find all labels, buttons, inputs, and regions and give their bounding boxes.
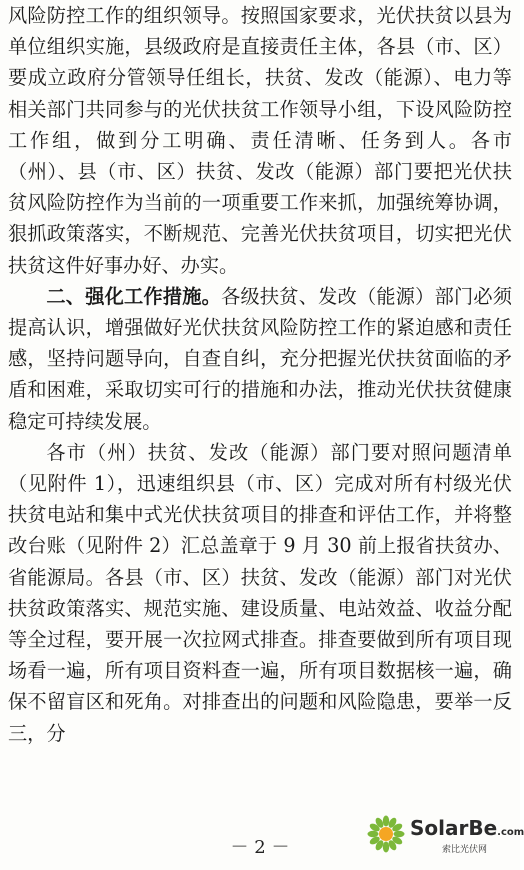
paragraph-1 bbox=[8, 0, 512, 281]
paragraph-2-text: 各级扶贫、发改（能源）部门必须提高认识，增强做好光伏扶贫风险防控工作的紧迫感和责任感，坚持问题导向，自查自纠，充分把握光伏扶贫面临的矛盾和困难，采取切实可行的措施和办法，推动光伏扶贫健康稳定可持续发展。 bbox=[8, 284, 513, 433]
solarbe-watermark bbox=[364, 812, 524, 858]
watermark-brand bbox=[410, 816, 524, 840]
logo-petal bbox=[368, 831, 379, 837]
paragraph-2 bbox=[8, 281, 512, 437]
watermark-subtitle: 索比光伏网 bbox=[442, 845, 488, 855]
section-heading: 二、强化工作措施。 bbox=[46, 284, 222, 308]
page-number: － 2 － bbox=[230, 837, 290, 858]
logo-petal bbox=[383, 816, 389, 827]
paragraph-1-text: 风险防控工作的组织领导。按照国家要求，光伏扶贫以县为单位组织实施，县级政府是直接责任主体，各县（市、区）要成立政府分管领导任组长，扶贫、发改（能源）、电力等相关部门共同参与的光伏扶贫工作领导小组，下设风险防控工作组，做到分工明确、责任清晰、任务到人。各市（州）、县（市、区）扶贫、发改（能源）部门要把光伏扶贫风险防控作为当前的一项重要工作来抓，加强统筹协调，狠抓政策落实，不断规范、完善光伏扶贫项目，切实把光伏扶贫这件好事办好、办实。 bbox=[8, 4, 512, 277]
body-text bbox=[8, 0, 512, 749]
sunflower-logo-icon bbox=[364, 812, 408, 856]
logo-petal bbox=[394, 831, 405, 837]
logo-center bbox=[379, 827, 393, 841]
watermark-brand-suffix: .com bbox=[497, 827, 524, 838]
logo-petal bbox=[383, 842, 389, 853]
paragraph-3 bbox=[8, 437, 512, 749]
paragraph-3-text: 各市（州）扶贫、发改（能源）部门要对照问题清单（见附件 1），迅速组织县（市、区）完成对所有村级光伏扶贫电站和集中式光伏扶贫项目的排查和评估工作，并将整改台账（见附件 2）汇总盖章于 9 月 30 前上报省扶贫办、省能源局。各县（市、区）扶贫、发改（能源）部门对光伏扶贫政策落实、规范实施、建设质量、电站效益、收益分配等全过程，要开展一次拉网式排查。排查要做到所有项目现场看一遍，所有项目资料查一遍，所有项目数据核一遍，确保不留盲区和死角。对排查出的问题和风险隐患，要举一反三，分 bbox=[8, 440, 512, 745]
watermark-brand-name: SolarBe bbox=[410, 816, 498, 840]
